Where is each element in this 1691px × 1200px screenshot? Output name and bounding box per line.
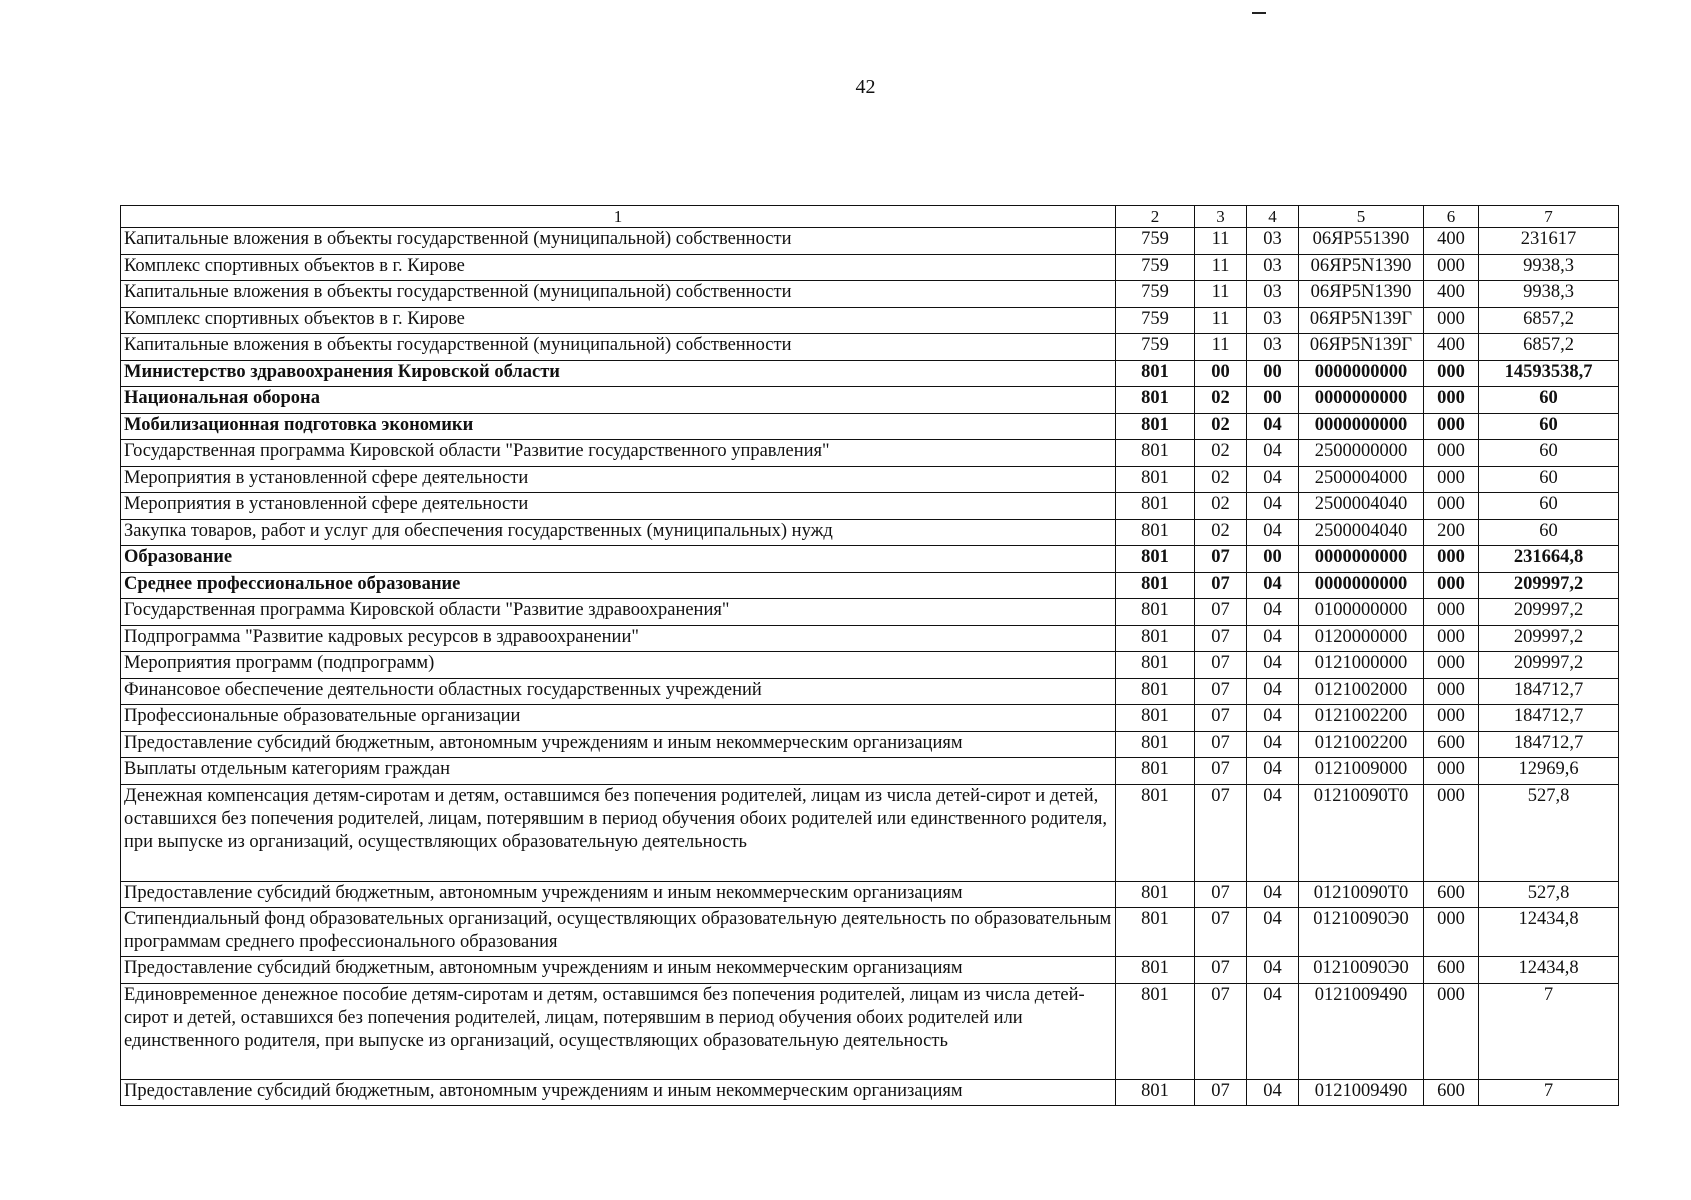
row-code-6: 000	[1424, 625, 1479, 652]
row-code-3: 07	[1195, 983, 1247, 1079]
row-code-5: 06ЯР5N139Г	[1299, 307, 1424, 334]
row-code-2: 759	[1116, 281, 1195, 308]
row-code-3: 07	[1195, 784, 1247, 881]
row-code-3: 07	[1195, 546, 1247, 573]
row-code-5: 0000000000	[1299, 387, 1424, 414]
row-code-5: 2500000000	[1299, 440, 1424, 467]
table-row	[121, 983, 1619, 1079]
table-body	[121, 228, 1619, 1106]
row-code-5: 0000000000	[1299, 413, 1424, 440]
row-code-5: 0121009490	[1299, 1079, 1424, 1106]
budget-table	[120, 205, 1619, 1106]
row-code-2: 801	[1116, 908, 1195, 957]
row-name: Государственная программа Кировской области "Развитие государственного управления"	[121, 440, 1116, 467]
row-code-6: 000	[1424, 758, 1479, 785]
table-row	[121, 546, 1619, 573]
row-value: 12969,6	[1479, 758, 1619, 785]
row-code-5: 06ЯР5N1390	[1299, 281, 1424, 308]
row-code-6: 600	[1424, 1079, 1479, 1106]
row-name: Мобилизационная подготовка экономики	[121, 413, 1116, 440]
row-code-4: 04	[1247, 678, 1299, 705]
row-code-6: 000	[1424, 908, 1479, 957]
row-code-5: 0121009000	[1299, 758, 1424, 785]
header-col-1: 1	[121, 206, 1116, 228]
table-row	[121, 731, 1619, 758]
row-code-4: 03	[1247, 334, 1299, 361]
table-row	[121, 519, 1619, 546]
row-code-2: 759	[1116, 228, 1195, 255]
row-value: 209997,2	[1479, 572, 1619, 599]
row-code-4: 04	[1247, 466, 1299, 493]
row-code-6: 000	[1424, 413, 1479, 440]
header-col-5: 5	[1299, 206, 1424, 228]
row-code-6: 000	[1424, 254, 1479, 281]
row-code-4: 03	[1247, 281, 1299, 308]
row-name: Мероприятия в установленной сфере деятельности	[121, 466, 1116, 493]
row-value: 209997,2	[1479, 652, 1619, 679]
row-name: Среднее профессиональное образование	[121, 572, 1116, 599]
row-code-2: 759	[1116, 334, 1195, 361]
row-code-4: 04	[1247, 519, 1299, 546]
row-code-2: 801	[1116, 466, 1195, 493]
table-row	[121, 387, 1619, 414]
row-name: Капитальные вложения в объекты государственной (муниципальной) собственности	[121, 281, 1116, 308]
row-code-4: 04	[1247, 572, 1299, 599]
table-row	[121, 360, 1619, 387]
row-value: 60	[1479, 413, 1619, 440]
row-name: Выплаты отдельным категориям граждан	[121, 758, 1116, 785]
row-code-3: 07	[1195, 572, 1247, 599]
row-code-4: 04	[1247, 413, 1299, 440]
row-code-3: 02	[1195, 519, 1247, 546]
row-name: Государственная программа Кировской области "Развитие здравоохранения"	[121, 599, 1116, 626]
row-code-2: 801	[1116, 413, 1195, 440]
row-code-3: 02	[1195, 440, 1247, 467]
row-code-6: 000	[1424, 983, 1479, 1079]
row-value: 60	[1479, 466, 1619, 493]
row-code-6: 000	[1424, 784, 1479, 881]
row-code-6: 000	[1424, 360, 1479, 387]
row-code-4: 04	[1247, 983, 1299, 1079]
table-row	[121, 440, 1619, 467]
row-code-6: 400	[1424, 334, 1479, 361]
row-code-5: 0120000000	[1299, 625, 1424, 652]
row-code-2: 801	[1116, 546, 1195, 573]
row-code-5: 0100000000	[1299, 599, 1424, 626]
row-value: 184712,7	[1479, 705, 1619, 732]
table-row	[121, 254, 1619, 281]
table-row	[121, 228, 1619, 255]
row-code-5: 01210090Т0	[1299, 784, 1424, 881]
row-code-5: 2500004000	[1299, 466, 1424, 493]
row-code-5: 2500004040	[1299, 493, 1424, 520]
row-code-3: 11	[1195, 281, 1247, 308]
table-row	[121, 957, 1619, 984]
row-value: 60	[1479, 387, 1619, 414]
table-row	[121, 678, 1619, 705]
row-code-3: 07	[1195, 731, 1247, 758]
table-row	[121, 493, 1619, 520]
row-value: 231617	[1479, 228, 1619, 255]
header-col-4: 4	[1247, 206, 1299, 228]
table-row	[121, 413, 1619, 440]
table-row	[121, 1079, 1619, 1106]
row-code-5: 0121002200	[1299, 705, 1424, 732]
row-code-3: 02	[1195, 387, 1247, 414]
table-row	[121, 599, 1619, 626]
table-row	[121, 334, 1619, 361]
table-row	[121, 625, 1619, 652]
row-name: Комплекс спортивных объектов в г. Кирове	[121, 307, 1116, 334]
row-code-6: 000	[1424, 307, 1479, 334]
row-code-5: 0121002000	[1299, 678, 1424, 705]
row-value: 60	[1479, 440, 1619, 467]
row-value: 7	[1479, 983, 1619, 1079]
row-code-3: 07	[1195, 678, 1247, 705]
row-code-6: 600	[1424, 957, 1479, 984]
row-value: 60	[1479, 519, 1619, 546]
row-name: Профессиональные образовательные организации	[121, 705, 1116, 732]
row-code-4: 04	[1247, 1079, 1299, 1106]
row-code-4: 04	[1247, 705, 1299, 732]
table-row	[121, 758, 1619, 785]
row-code-4: 00	[1247, 360, 1299, 387]
header-col-6: 6	[1424, 206, 1479, 228]
row-code-6: 000	[1424, 466, 1479, 493]
row-code-2: 801	[1116, 957, 1195, 984]
row-code-2: 801	[1116, 731, 1195, 758]
table-row	[121, 908, 1619, 957]
row-code-6: 400	[1424, 281, 1479, 308]
row-code-2: 801	[1116, 360, 1195, 387]
row-code-5: 01210090Э0	[1299, 908, 1424, 957]
row-code-4: 03	[1247, 228, 1299, 255]
row-code-3: 11	[1195, 228, 1247, 255]
row-code-2: 801	[1116, 1079, 1195, 1106]
row-code-6: 600	[1424, 731, 1479, 758]
row-code-2: 801	[1116, 758, 1195, 785]
row-code-4: 00	[1247, 546, 1299, 573]
row-code-5: 0121000000	[1299, 652, 1424, 679]
header-col-3: 3	[1195, 206, 1247, 228]
row-code-3: 07	[1195, 758, 1247, 785]
row-code-2: 801	[1116, 625, 1195, 652]
row-code-6: 000	[1424, 678, 1479, 705]
row-code-3: 07	[1195, 881, 1247, 908]
row-name: Финансовое обеспечение деятельности областных государственных учреждений	[121, 678, 1116, 705]
row-code-4: 00	[1247, 387, 1299, 414]
table-row	[121, 281, 1619, 308]
row-code-2: 801	[1116, 784, 1195, 881]
row-code-2: 801	[1116, 881, 1195, 908]
table-row	[121, 705, 1619, 732]
row-name: Предоставление субсидий бюджетным, автономным учреждениям и иным некоммерческим организациям	[121, 1079, 1116, 1106]
row-name: Предоставление субсидий бюджетным, автономным учреждениям и иным некоммерческим организациям	[121, 731, 1116, 758]
row-code-6: 000	[1424, 652, 1479, 679]
row-code-3: 07	[1195, 652, 1247, 679]
row-code-3: 11	[1195, 334, 1247, 361]
row-code-4: 04	[1247, 908, 1299, 957]
row-code-2: 801	[1116, 493, 1195, 520]
row-name: Образование	[121, 546, 1116, 573]
row-code-6: 000	[1424, 493, 1479, 520]
row-value: 527,8	[1479, 784, 1619, 881]
row-code-3: 07	[1195, 599, 1247, 626]
row-code-2: 801	[1116, 519, 1195, 546]
row-code-2: 801	[1116, 387, 1195, 414]
row-name: Комплекс спортивных объектов в г. Кирове	[121, 254, 1116, 281]
header-col-7: 7	[1479, 206, 1619, 228]
row-name: Капитальные вложения в объекты государственной (муниципальной) собственности	[121, 334, 1116, 361]
row-value: 184712,7	[1479, 678, 1619, 705]
row-code-5: 01210090Э0	[1299, 957, 1424, 984]
row-value: 7	[1479, 1079, 1619, 1106]
row-code-3: 11	[1195, 254, 1247, 281]
row-name: Стипендиальный фонд образовательных организаций, осуществляющих образовательную деятельность по образовательным программам среднего профессионального образования	[121, 908, 1116, 957]
row-code-5: 06ЯР5N1390	[1299, 254, 1424, 281]
row-code-3: 02	[1195, 466, 1247, 493]
row-name: Денежная компенсация детям-сиротам и детям, оставшимся без попечения родителей, лицам из числа детей-сирот и детей, оставшихся без попечения родителей, лицам, потерявшим в период обучения обоих родителей или единственного родителя, при выпуске из организаций, осуществляющих образовательную деятельность	[121, 784, 1116, 881]
table-row	[121, 652, 1619, 679]
row-code-4: 04	[1247, 652, 1299, 679]
row-code-6: 000	[1424, 572, 1479, 599]
row-code-4: 04	[1247, 731, 1299, 758]
row-code-3: 11	[1195, 307, 1247, 334]
row-code-5: 01210090Т0	[1299, 881, 1424, 908]
row-value: 12434,8	[1479, 957, 1619, 984]
row-name: Предоставление субсидий бюджетным, автономным учреждениям и иным некоммерческим организациям	[121, 957, 1116, 984]
table-row	[121, 307, 1619, 334]
row-code-6: 400	[1424, 228, 1479, 255]
row-code-3: 07	[1195, 957, 1247, 984]
page-number: 42	[855, 76, 876, 98]
row-code-4: 04	[1247, 625, 1299, 652]
row-code-5: 0000000000	[1299, 546, 1424, 573]
row-value: 12434,8	[1479, 908, 1619, 957]
row-code-6: 600	[1424, 881, 1479, 908]
row-code-2: 801	[1116, 652, 1195, 679]
row-code-4: 04	[1247, 758, 1299, 785]
row-code-3: 07	[1195, 908, 1247, 957]
table-row	[121, 784, 1619, 881]
row-code-3: 07	[1195, 1079, 1247, 1106]
row-name: Закупка товаров, работ и услуг для обеспечения государственных (муниципальных) нужд	[121, 519, 1116, 546]
row-value: 209997,2	[1479, 625, 1619, 652]
row-code-4: 04	[1247, 493, 1299, 520]
row-code-6: 000	[1424, 705, 1479, 732]
row-code-6: 000	[1424, 440, 1479, 467]
row-code-2: 801	[1116, 440, 1195, 467]
table-row	[121, 881, 1619, 908]
row-code-5: 0121002200	[1299, 731, 1424, 758]
row-code-4: 03	[1247, 254, 1299, 281]
row-code-3: 00	[1195, 360, 1247, 387]
row-code-6: 000	[1424, 546, 1479, 573]
row-code-6: 000	[1424, 387, 1479, 414]
row-code-3: 02	[1195, 493, 1247, 520]
row-code-4: 04	[1247, 599, 1299, 626]
row-value: 9938,3	[1479, 254, 1619, 281]
row-code-2: 801	[1116, 572, 1195, 599]
row-code-5: 2500004040	[1299, 519, 1424, 546]
row-code-4: 04	[1247, 784, 1299, 881]
scan-mark	[1252, 12, 1266, 14]
row-value: 527,8	[1479, 881, 1619, 908]
row-code-2: 801	[1116, 705, 1195, 732]
row-code-5: 0121009490	[1299, 983, 1424, 1079]
row-value: 209997,2	[1479, 599, 1619, 626]
header-row	[121, 206, 1619, 228]
table-row	[121, 572, 1619, 599]
header-col-2: 2	[1116, 206, 1195, 228]
row-value: 184712,7	[1479, 731, 1619, 758]
row-value: 231664,8	[1479, 546, 1619, 573]
row-code-5: 06ЯР5N139Г	[1299, 334, 1424, 361]
row-code-2: 759	[1116, 307, 1195, 334]
row-name: Капитальные вложения в объекты государственной (муниципальной) собственности	[121, 228, 1116, 255]
row-code-4: 04	[1247, 440, 1299, 467]
row-code-5: 0000000000	[1299, 572, 1424, 599]
row-name: Национальная оборона	[121, 387, 1116, 414]
row-value: 14593538,7	[1479, 360, 1619, 387]
row-code-5: 0000000000	[1299, 360, 1424, 387]
row-name: Министерство здравоохранения Кировской области	[121, 360, 1116, 387]
row-name: Мероприятия программ (подпрограмм)	[121, 652, 1116, 679]
row-name: Подпрограмма "Развитие кадровых ресурсов в здравоохранении"	[121, 625, 1116, 652]
row-code-3: 07	[1195, 625, 1247, 652]
row-code-3: 07	[1195, 705, 1247, 732]
row-code-2: 801	[1116, 983, 1195, 1079]
table-row	[121, 466, 1619, 493]
row-value: 9938,3	[1479, 281, 1619, 308]
row-code-4: 03	[1247, 307, 1299, 334]
row-name: Предоставление субсидий бюджетным, автономным учреждениям и иным некоммерческим организациям	[121, 881, 1116, 908]
row-code-3: 02	[1195, 413, 1247, 440]
row-value: 60	[1479, 493, 1619, 520]
row-code-4: 04	[1247, 957, 1299, 984]
row-code-2: 759	[1116, 254, 1195, 281]
row-name: Единовременное денежное пособие детям-сиротам и детям, оставшимся без попечения родителей, лицам из числа детей-сирот и детей, оставшихся без попечения родителей, лицам, потерявшим в период обучения обоих родителей или единственного родителя, при выпуске из организаций, осуществляющих образовательную деятельность	[121, 983, 1116, 1079]
row-code-6: 200	[1424, 519, 1479, 546]
row-value: 6857,2	[1479, 334, 1619, 361]
row-code-4: 04	[1247, 881, 1299, 908]
row-code-5: 06ЯР551390	[1299, 228, 1424, 255]
row-name: Мероприятия в установленной сфере деятельности	[121, 493, 1116, 520]
row-code-2: 801	[1116, 678, 1195, 705]
row-code-2: 801	[1116, 599, 1195, 626]
row-code-6: 000	[1424, 599, 1479, 626]
row-value: 6857,2	[1479, 307, 1619, 334]
